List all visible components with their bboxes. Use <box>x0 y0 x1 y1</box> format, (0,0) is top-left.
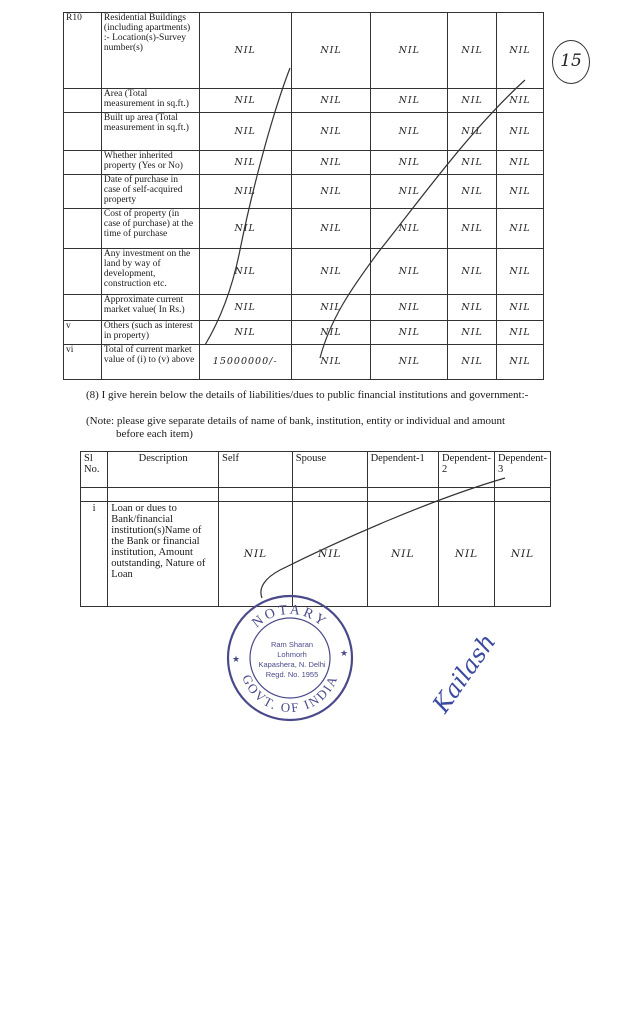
value-dep1: NIL <box>371 13 448 89</box>
value-dep3: NIL <box>497 345 544 380</box>
value-dep3: NIL <box>497 113 544 151</box>
value-dep3: NIL <box>497 295 544 321</box>
value-spouse: NIL <box>291 209 371 249</box>
stamp-top-text: NOTARY <box>249 602 331 632</box>
value-dep3: NIL <box>497 321 544 345</box>
value-dep2: NIL <box>448 321 497 345</box>
value-dep3: NIL <box>494 502 550 607</box>
value-dep2: NIL <box>448 175 497 209</box>
signature: Kailash <box>427 628 502 718</box>
value-dep3: NIL <box>497 175 544 209</box>
value-dep1: NIL <box>371 151 448 175</box>
value-dep1: NIL <box>371 295 448 321</box>
value-dep2: NIL <box>448 295 497 321</box>
value-dep2: NIL <box>448 345 497 380</box>
value-spouse: NIL <box>291 175 371 209</box>
stamp-line: Ram Sharan Lohmorh <box>270 640 314 659</box>
row-label: Any investment on the land by way of development, construction etc. <box>101 249 199 295</box>
stamp-line: Regd. No. 1955 <box>265 670 319 679</box>
header-spouse: Spouse <box>292 452 367 488</box>
value-self: NIL <box>199 295 291 321</box>
row-label: Date of purchase in case of self-acquired property <box>101 175 199 209</box>
header-dep3: Dependent-3 <box>494 452 550 488</box>
row-label: Built up area (Total measurement in sq.ft.) <box>101 113 199 151</box>
page-number-marker: 15 <box>552 40 590 84</box>
header-dep1: Dependent-1 <box>367 452 438 488</box>
section-heading: (8) I give herein below the details of liabilities/dues to public financial institutions and government:- <box>86 389 529 401</box>
value-dep3: NIL <box>497 249 544 295</box>
row-label: Approximate current market value( In Rs.) <box>101 295 199 321</box>
value-self: NIL <box>199 13 291 89</box>
note-line: (Note: please give separate details of name of bank, institution, entity or individual and amount <box>86 415 506 427</box>
row-description: Loan or dues to Bank/financial institution(s)Name of the Bank or financial institution, Amount outstanding, Nature of Loan <box>108 502 219 607</box>
value-dep2: NIL <box>448 249 497 295</box>
value-self: NIL <box>199 113 291 151</box>
row-sl: i <box>81 502 108 607</box>
value-spouse: NIL <box>291 321 371 345</box>
value-spouse: NIL <box>291 345 371 380</box>
value-dep3: NIL <box>497 89 544 113</box>
value-dep2: NIL <box>448 151 497 175</box>
row-code: v <box>64 321 102 345</box>
value-dep1: NIL <box>371 209 448 249</box>
header-dep2: Dependent-2 <box>438 452 494 488</box>
value-dep2: NIL <box>448 89 497 113</box>
strike-line <box>205 68 290 345</box>
note-line: before each item) <box>116 428 193 440</box>
value-self: NIL <box>219 502 293 607</box>
header-description: Description <box>108 452 219 488</box>
value-dep2: NIL <box>448 13 497 89</box>
row-label: Others (such as interest in property) <box>101 321 199 345</box>
value-dep1: NIL <box>371 175 448 209</box>
value-dep2: NIL <box>448 113 497 151</box>
star-icon: ★ <box>232 654 241 664</box>
value-self: NIL <box>199 151 291 175</box>
stamp-bottom-text: GOVT. OF INDIA <box>239 672 341 716</box>
value-dep1: NIL <box>371 89 448 113</box>
strike-line <box>261 478 505 598</box>
value-dep1: NIL <box>371 249 448 295</box>
value-self: NIL <box>199 209 291 249</box>
header-self: Self <box>219 452 293 488</box>
value-dep3: NIL <box>497 151 544 175</box>
value-dep2: NIL <box>438 502 494 607</box>
value-spouse: NIL <box>291 113 371 151</box>
value-spouse: NIL <box>291 13 371 89</box>
value-self: NIL <box>199 175 291 209</box>
row-label: Area (Total measurement in sq.ft.) <box>101 89 199 113</box>
row-code: vi <box>64 345 102 380</box>
value-dep3: NIL <box>497 209 544 249</box>
row-code: R10 <box>64 13 102 89</box>
row-label: Cost of property (in case of purchase) at the time of purchase <box>101 209 199 249</box>
star-icon: ★ <box>340 648 349 658</box>
value-spouse: NIL <box>291 249 371 295</box>
value-self: NIL <box>199 321 291 345</box>
value-dep3: NIL <box>497 13 544 89</box>
stamp-details <box>258 640 326 680</box>
value-dep2: NIL <box>448 209 497 249</box>
strike-line <box>320 80 525 358</box>
row-label: Total of current market value of (i) to (v) above <box>101 345 199 380</box>
value-self: NIL <box>199 249 291 295</box>
value-dep1: NIL <box>367 502 438 607</box>
value-self: NIL <box>199 89 291 113</box>
value-self-total: 15000000/- <box>199 345 291 380</box>
value-dep1: NIL <box>371 345 448 380</box>
value-spouse: NIL <box>291 295 371 321</box>
value-dep1: NIL <box>371 113 448 151</box>
row-label: Whether inherited property (Yes or No) <box>101 151 199 175</box>
value-spouse: NIL <box>291 89 371 113</box>
value-spouse: NIL <box>292 502 367 607</box>
row-label: Residential Buildings (including apartments) :- Location(s)-Survey number(s) <box>101 13 199 89</box>
value-dep1: NIL <box>371 321 448 345</box>
stamp-line: Kapashera, N. Delhi <box>258 660 326 669</box>
value-spouse: NIL <box>291 151 371 175</box>
header-sl: Sl No. <box>81 452 108 488</box>
